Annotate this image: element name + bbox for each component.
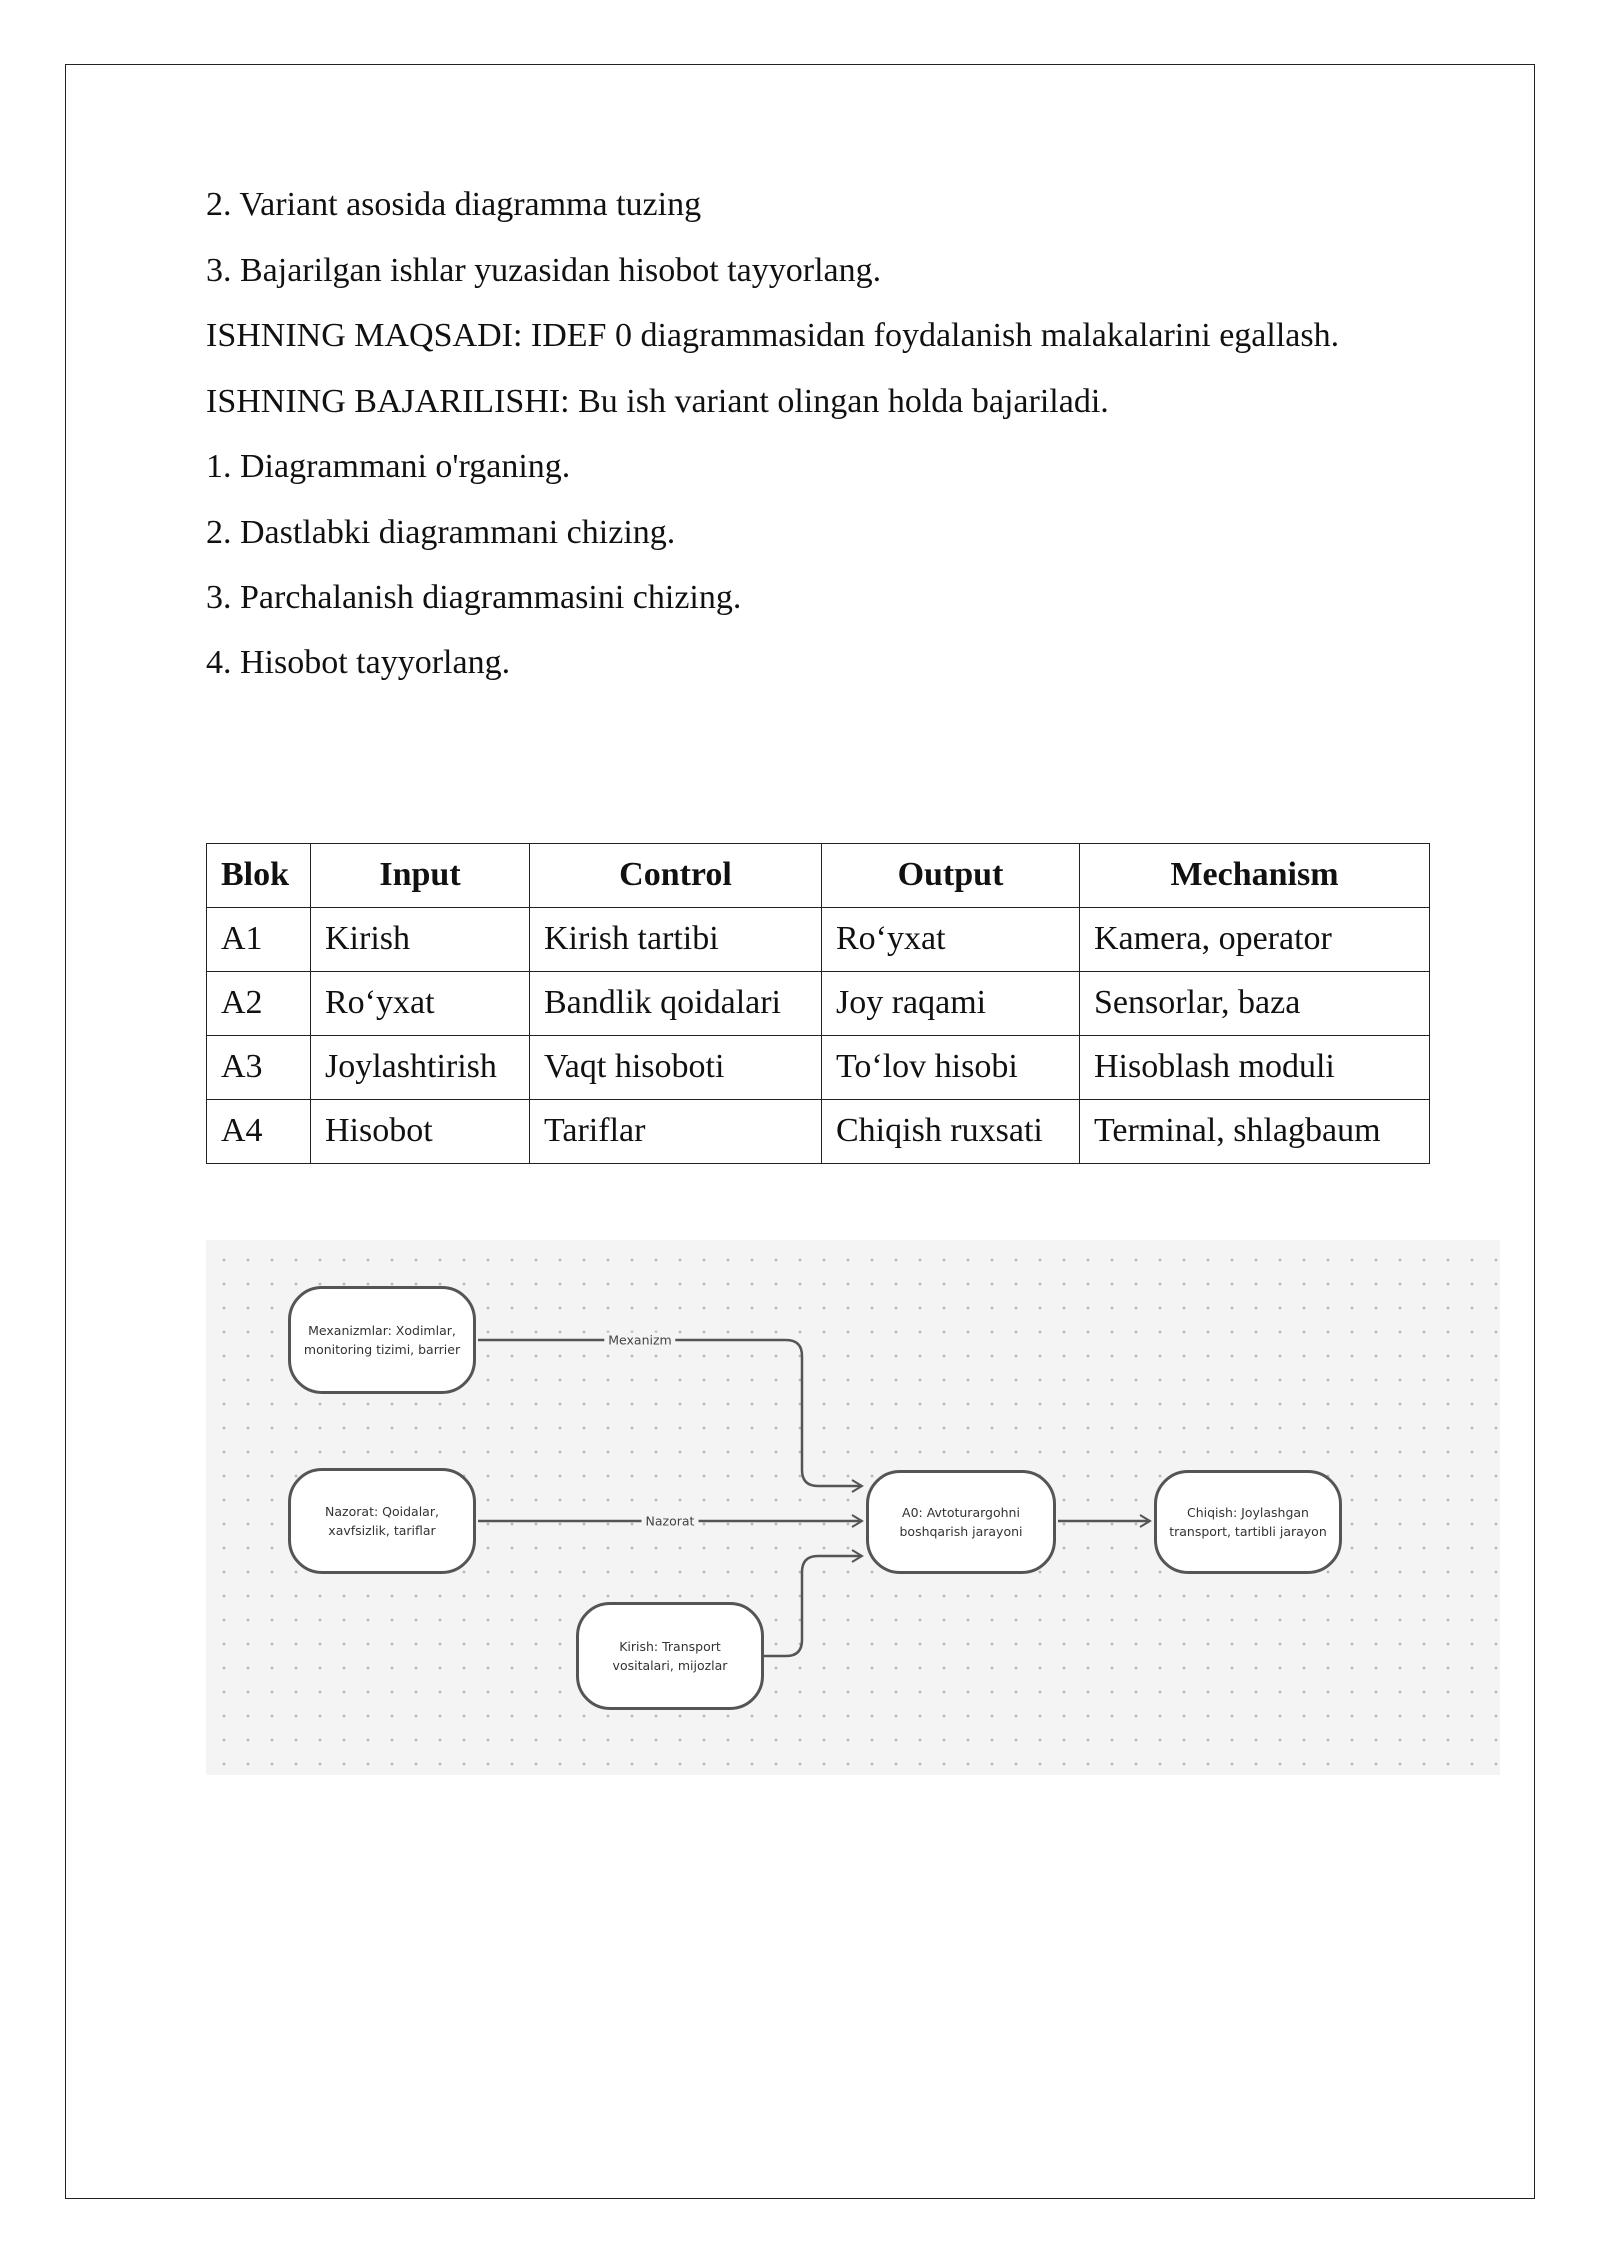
table-cell: Joy raqami: [822, 972, 1080, 1036]
table-row: [207, 1100, 1430, 1164]
table-cell: Ro‘yxat: [822, 908, 1080, 972]
header-mechanism: Mechanism: [1080, 844, 1430, 908]
step-line-1: 1. Diagrammani o'rganing.: [206, 448, 571, 485]
table-cell: To‘lov hisobi: [822, 1036, 1080, 1100]
table-cell: Kirish tartibi: [530, 908, 822, 972]
step-line-4: 4. Hisobot tayyorlang.: [206, 644, 511, 681]
table-cell: Sensorlar, baza: [1080, 972, 1430, 1036]
table-cell: Bandlik qoidalari: [530, 972, 822, 1036]
control-node-line-1: Nazorat: Qoidalar,: [325, 1503, 439, 1519]
step-line-2: 2. Dastlabki diagrammani chizing.: [206, 514, 676, 551]
control-edge-label: Nazorat: [642, 1514, 699, 1529]
output-node-line-1: Chiqish: Joylashgan: [1187, 1504, 1309, 1520]
mechanism-node: [288, 1286, 476, 1394]
mechanism-edge-label: Mexanizm: [604, 1333, 675, 1348]
process-node: [866, 1470, 1056, 1574]
instruction-line-2: 3. Bajarilgan ishlar yuzasidan hisobot tayyorlang.: [206, 252, 882, 289]
idef0-blocks-table: [206, 843, 1430, 1164]
procedure-line: ISHNING BAJARILISHI: Bu ish variant olingan holda bajariladi.: [206, 383, 1109, 420]
output-node-line-2: transport, tartibli jarayon: [1169, 1524, 1327, 1539]
header-blok: Blok: [207, 844, 311, 908]
goal-line: ISHNING MAQSADI: IDEF 0 diagrammasidan foydalanish malakalarini egallash.: [206, 317, 1340, 354]
step-line-3: 3. Parchalanish diagrammasini chizing.: [206, 579, 742, 616]
process-node-line-1: A0: Avtoturargohni: [902, 1504, 1020, 1520]
control-node: [288, 1468, 476, 1574]
table-cell: A4: [207, 1100, 311, 1164]
mechanism-node-line-1: Mexanizmlar: Xodimlar,: [308, 1322, 456, 1338]
table-cell: Terminal, shlagbaum: [1080, 1100, 1430, 1164]
table-header-row: [207, 844, 1430, 908]
header-input: Input: [311, 844, 530, 908]
table-cell: Hisoblash moduli: [1080, 1036, 1430, 1100]
table-cell: Vaqt hisoboti: [530, 1036, 822, 1100]
table-cell: Tariflar: [530, 1100, 822, 1164]
mechanism-node-line-2: monitoring tizimi, barrier: [303, 1342, 461, 1357]
mechanism-arrow: [478, 1340, 862, 1486]
header-output: Output: [822, 844, 1080, 908]
table-row: [207, 1036, 1430, 1100]
table-cell: Ro‘yxat: [311, 972, 530, 1036]
output-node: [1154, 1470, 1342, 1574]
instruction-line-1: 2. Variant asosida diagramma tuzing: [206, 186, 702, 223]
table-row: [207, 972, 1430, 1036]
table-cell: A2: [207, 972, 311, 1036]
table-cell: A3: [207, 1036, 311, 1100]
table-cell: Joylashtirish: [311, 1036, 530, 1100]
control-node-line-2: xavfsizlik, tariflar: [328, 1523, 436, 1538]
table-row: [207, 908, 1430, 972]
input-node-line-1: Kirish: Transport: [619, 1638, 721, 1654]
process-node-line-2: boshqarish jarayoni: [899, 1524, 1023, 1539]
table-cell: Kirish: [311, 908, 530, 972]
table-cell: A1: [207, 908, 311, 972]
table-cell: Hisobot: [311, 1100, 530, 1164]
table-cell: Chiqish ruxsati: [822, 1100, 1080, 1164]
table-cell: Kamera, operator: [1080, 908, 1430, 972]
input-node-line-2: vositalari, mijozlar: [612, 1658, 728, 1673]
input-arrow: [764, 1556, 862, 1656]
header-control: Control: [530, 844, 822, 908]
idef0-diagram: [206, 1240, 1500, 1775]
input-node: [576, 1602, 764, 1710]
